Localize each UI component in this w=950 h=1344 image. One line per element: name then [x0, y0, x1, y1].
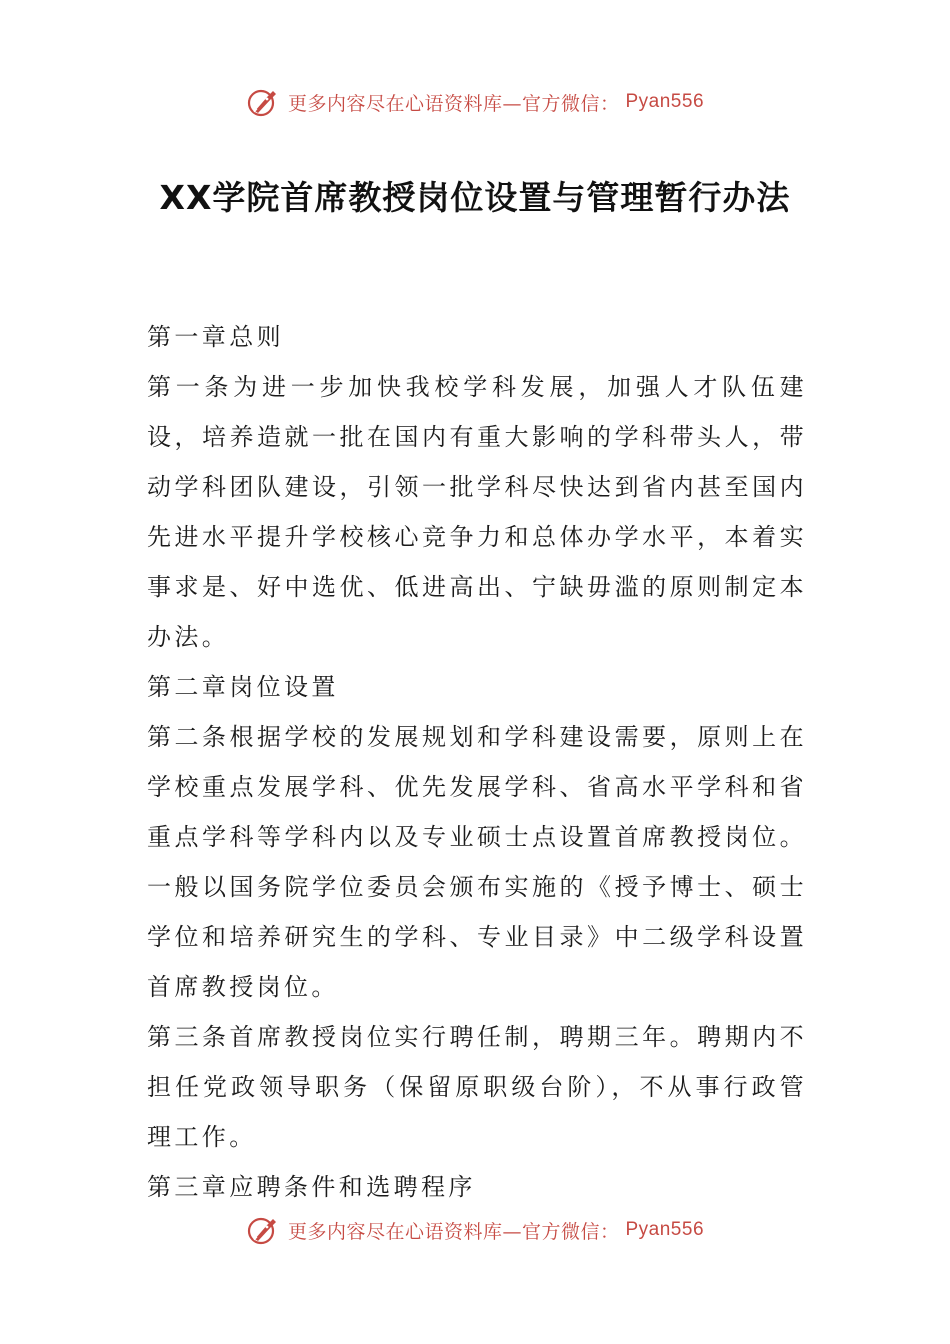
footer-watermark — [0, 1212, 950, 1248]
watermark-wechat-id: Pyan556 — [625, 1219, 705, 1240]
watermark-text: 更多内容尽在心语资料库—官方微信： — [287, 92, 620, 115]
document-title: XX学院首席教授岗位设置与管理暂行办法 — [159, 178, 791, 217]
watermark-text: 更多内容尽在心语资料库—官方微信： — [287, 1220, 620, 1243]
article-paragraph: 第二条根据学校的发展规划和学科建设需要，原则上在学校重点发展学科、优先发展学科、省高水平学科和省重点学科等学科内以及专业硕士点设置首席教授岗位。一般以国务院学位委员会颁布实施的《授予博士、硕士学位和培养研究生的学科、专业目录》中二级学科设置首席教授岗位。 — [147, 723, 807, 1001]
pen-nib-logo-icon — [246, 1212, 282, 1248]
chapter-heading: 第三章应聘条件和选聘程序 — [147, 1173, 476, 1201]
pen-nib-logo-icon — [246, 84, 282, 120]
article-paragraph: 第一条为进一步加快我校学科发展，加强人才队伍建设，培养造就一批在国内有重大影响的学科带头人，带动学科团队建设，引领一批学科尽快达到省内甚至国内先进水平提升学校核心竞争力和总体办学水平，本着实事求是、好中选优、低进高出、宁缺毋滥的原则制定本办法。 — [147, 373, 807, 651]
article-paragraph: 第三条首席教授岗位实行聘任制，聘期三年。聘期内不担任党政领导职务（保留原职级台阶），不从事行政管理工作。 — [147, 1023, 807, 1151]
header-watermark — [0, 84, 950, 120]
document-body — [147, 312, 807, 1212]
watermark-wechat-id: Pyan556 — [625, 91, 705, 112]
chapter-heading: 第二章岗位设置 — [147, 673, 339, 701]
chapter-heading: 第一章总则 — [147, 323, 284, 351]
